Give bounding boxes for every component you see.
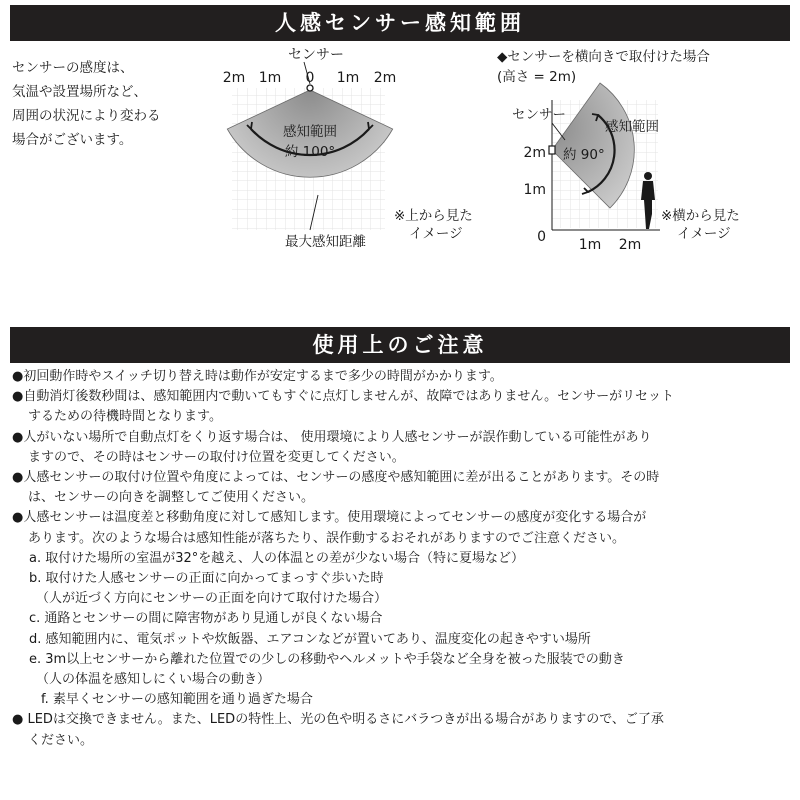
top-sensor-label: センサー (288, 47, 344, 63)
top-view-note: イメージ (409, 226, 463, 242)
scale-label: 1m (336, 70, 360, 86)
note-line: ● LEDは交換できません。また、LEDの特性上、光の色や明るさにバラつきが出る場合がありますので、ご了承 (12, 712, 664, 728)
note-line: e. 3m以上センサーから離れた位置での少しの移動やヘルメットや手袋など全身を被った服装での動き (29, 651, 625, 667)
side-view-note: イメージ (677, 226, 731, 242)
scale-label: 2m (373, 70, 397, 86)
note-line: （人が近づく方向にセンサーの正面を向けて取付けた場合） (36, 591, 388, 607)
y-axis-label: 1m (523, 182, 546, 198)
note-line: f. 素早くセンサーの感知範囲を通り過ぎた場合 (41, 692, 313, 708)
note-line: ●初回動作時やスイッチ切り替え時は動作が安定するまで多少の時間がかかります。 (12, 369, 503, 384)
intro-line: 場合がございます。 (12, 132, 133, 148)
side-sensor-label: センサー (512, 107, 566, 123)
side-angle-label: 約 90° (563, 147, 605, 163)
detection-diagrams (0, 0, 800, 330)
max-distance-label: 最大感知距離 (285, 234, 366, 250)
usage-caution-title: 使用上のご注意 (10, 327, 790, 363)
scale-label: 0 (305, 70, 315, 86)
x-axis-label: 1m (578, 237, 602, 253)
intro-line: 周囲の状況により変わる (12, 108, 161, 124)
side-sensor-icon (549, 146, 555, 154)
note-line: ●人感センサーは温度差と移動角度に対して感知します。使用環境によってセンサーの感度が変化する場合が (12, 510, 647, 526)
note-line: ますので、その時はセンサーの取付け位置を変更してください。 (28, 449, 405, 465)
note-line: ●人感センサーの取付け位置や角度によっては、センサーの感度や感知範囲に差が出ることがあります。その時 (12, 470, 660, 486)
note-line: b. 取付けた人感センサーの正面に向かってまっすぐ歩いた時 (29, 571, 384, 587)
intro-line: センサーの感度は、 (12, 60, 134, 76)
note-line: d. 感知範囲内に、電気ポットや炊飯器、エアコンなどが置いてあり、温度変化の起きやすい場所 (29, 631, 591, 647)
caution-notes (12, 367, 792, 751)
detection-range-title: 人感センサー感知範囲 (10, 5, 790, 41)
side-view-diagram (497, 48, 740, 253)
top-range-label: 感知範囲 (283, 124, 337, 140)
note-line: ●自動消灯後数秒間は、感知範囲内で動いてもすぐに点灯しませんが、故障ではありません。センサーがリセット (12, 389, 674, 405)
x-axis-label: 2m (618, 237, 642, 253)
height-note: (高さ = 2m) (497, 69, 577, 85)
note-line: ください。 (28, 732, 94, 748)
note-line: あります。次のような場合は感知性能が落ちたり、誤作動するおそれがありますのでご注意ください。 (28, 530, 625, 546)
note-line: ●人がいない場所で自動点灯をくり返す場合は、 使用環境により人感センサーが誤作動している可能性があり (12, 429, 652, 445)
note-line: は、センサーの向きを調整してご使用ください。 (28, 490, 315, 506)
side-range-label: 感知範囲 (605, 119, 659, 135)
y-axis-label: 2m (523, 145, 546, 161)
top-angle-label: 約 100° (284, 144, 336, 160)
top-view-diagram (223, 47, 473, 250)
scale-label: 2m (222, 70, 246, 86)
y-axis-label: 0 (537, 229, 546, 245)
scale-label: 1m (258, 70, 282, 86)
top-view-note: ※上から見た (394, 208, 473, 224)
note-line: a. 取付けた場所の室温が32°を越え、人の体温との差が少ない場合（特に夏場など） (29, 550, 525, 566)
intro-line: 気温や設置場所など、 (12, 84, 147, 100)
note-line: するための待機時間となります。 (28, 409, 222, 425)
note-line: （人の体温を感知しにくい場合の動き） (36, 672, 271, 688)
side-view-note: ※横から見た (661, 208, 740, 224)
note-line: c. 通路とセンサーの間に障害物があり見通しが良くない場合 (29, 611, 383, 627)
side-view-heading: ◆センサーを横向きで取付けた場合 (497, 49, 710, 65)
